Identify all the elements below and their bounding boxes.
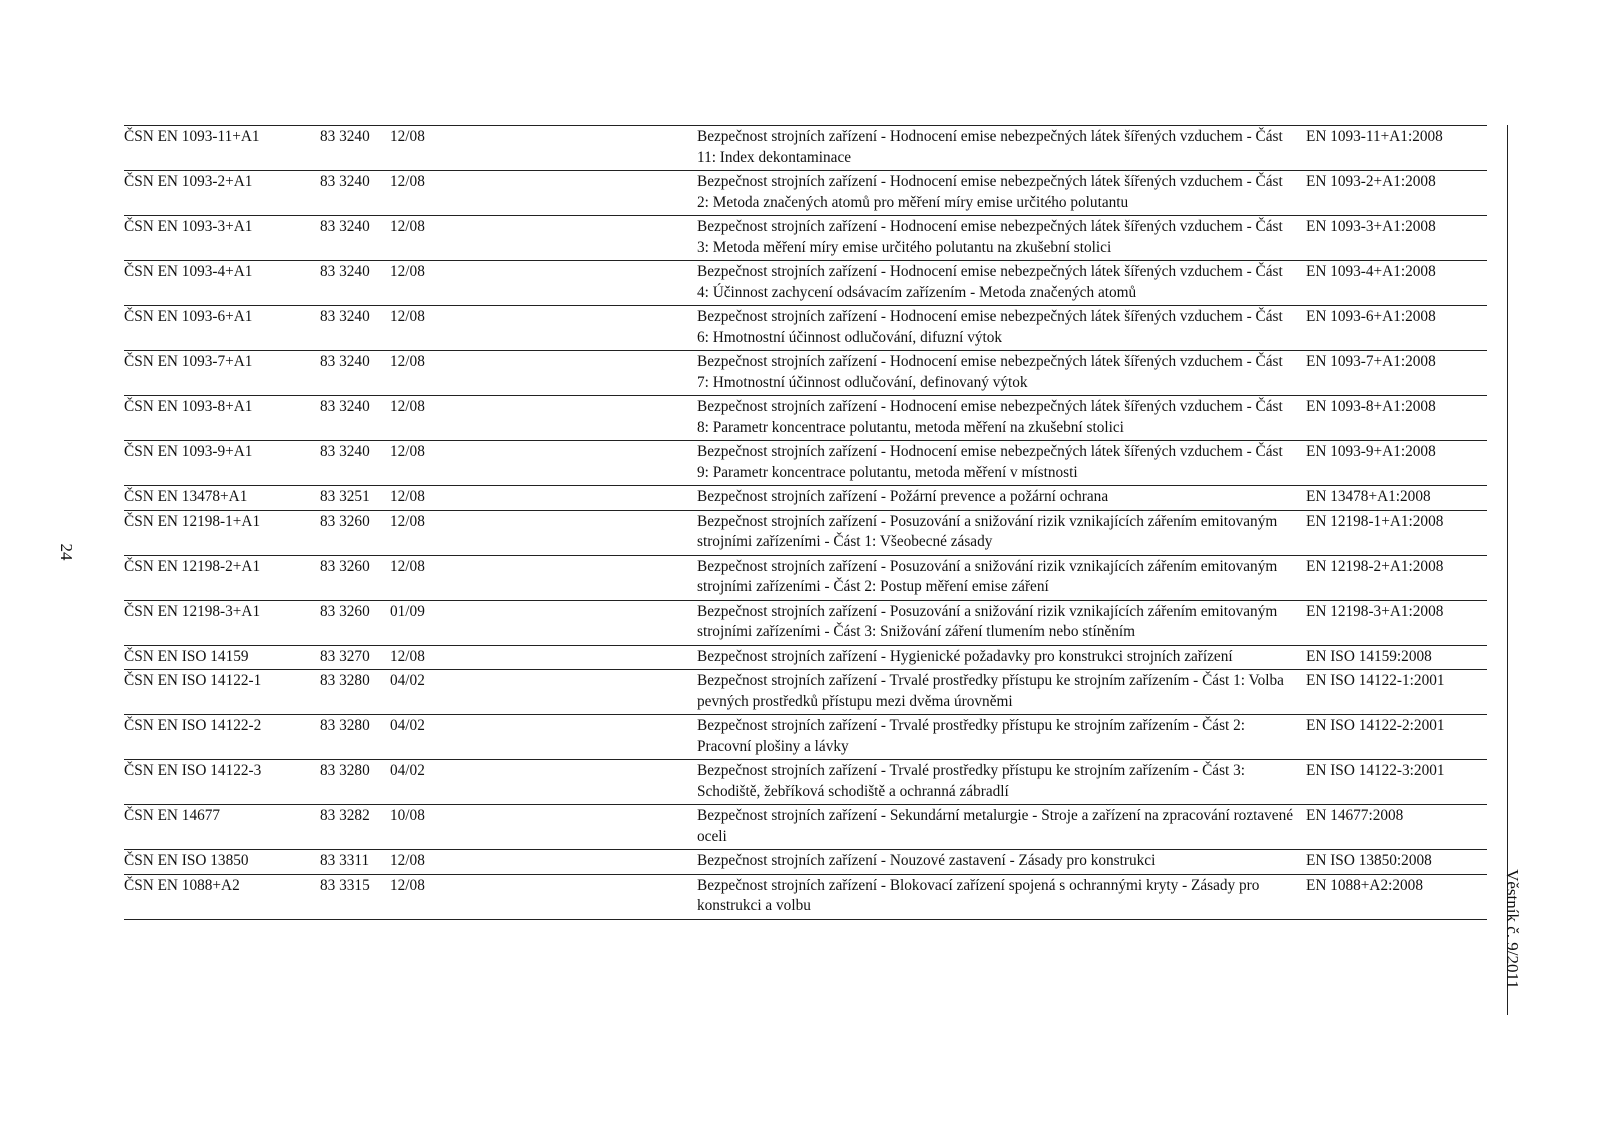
en-reference: EN 14677:2008: [1297, 805, 1487, 850]
en-reference: EN 1093-4+A1:2008: [1297, 261, 1487, 306]
en-reference: EN 1088+A2:2008: [1297, 874, 1487, 919]
en-reference: EN 12198-1+A1:2008: [1297, 510, 1487, 555]
standard-title: Bezpečnost strojních zařízení - Sekundární metalurgie - Stroje a zařízení na zpracování roztavené oceli: [697, 805, 1297, 850]
issue-date: 04/02: [390, 670, 697, 715]
en-reference: EN 1093-2+A1:2008: [1297, 171, 1487, 216]
table-row: [124, 805, 1487, 850]
en-reference: EN 1093-6+A1:2008: [1297, 306, 1487, 351]
en-reference: EN 1093-8+A1:2008: [1297, 396, 1487, 441]
standard-title: Bezpečnost strojních zařízení - Hygienické požadavky pro konstrukci strojních zařízení: [697, 645, 1297, 670]
standard-title: Bezpečnost strojních zařízení - Hodnocení emise nebezpečných látek šířených vzduchem - Část 3: Metoda měření míry emise určitého polutantu na zkušební stolici: [697, 216, 1297, 261]
table-row: [124, 510, 1487, 555]
en-reference: EN 1093-9+A1:2008: [1297, 441, 1487, 486]
standard-code: ČSN EN ISO 14122-2: [124, 715, 320, 760]
issue-date: 12/08: [390, 396, 697, 441]
standards-table-body: [124, 126, 1487, 920]
issue-date: 12/08: [390, 171, 697, 216]
classification-number: 83 3251: [320, 486, 390, 511]
standard-code: ČSN EN 14677: [124, 805, 320, 850]
standard-title: Bezpečnost strojních zařízení - Blokovací zařízení spojená s ochrannými kryty - Zásady pro konstrukci a volbu: [697, 874, 1297, 919]
standard-code: ČSN EN 1093-7+A1: [124, 351, 320, 396]
issue-date: 12/08: [390, 510, 697, 555]
en-reference: EN 12198-2+A1:2008: [1297, 555, 1487, 600]
issue-date: 01/09: [390, 600, 697, 645]
standard-code: ČSN EN 12198-3+A1: [124, 600, 320, 645]
table-row: [124, 715, 1487, 760]
table-row: [124, 216, 1487, 261]
standard-code: ČSN EN 1093-3+A1: [124, 216, 320, 261]
table-row: [124, 396, 1487, 441]
standard-code: ČSN EN ISO 14122-3: [124, 760, 320, 805]
classification-number: 83 3240: [320, 216, 390, 261]
standard-title: Bezpečnost strojních zařízení - Trvalé prostředky přístupu ke strojním zařízením - Část 2: Pracovní plošiny a lávky: [697, 715, 1297, 760]
en-reference: EN ISO 14122-1:2001: [1297, 670, 1487, 715]
issue-date: 04/02: [390, 715, 697, 760]
classification-number: 83 3240: [320, 126, 390, 171]
standard-title: Bezpečnost strojních zařízení - Posuzování a snižování rizik vznikajících zářením emitovaným strojními zařízeními - Část 3: Snižování záření tlumením nebo stíněním: [697, 600, 1297, 645]
standard-code: ČSN EN 1093-11+A1: [124, 126, 320, 171]
standard-title: Bezpečnost strojních zařízení - Hodnocení emise nebezpečných látek šířených vzduchem - Část 8: Parametr koncentrace polutantu, metoda měření na zkušební stolici: [697, 396, 1297, 441]
table-row: [124, 486, 1487, 511]
classification-number: 83 3311: [320, 850, 390, 875]
issue-date: 12/08: [390, 874, 697, 919]
issue-date: 12/08: [390, 850, 697, 875]
classification-number: 83 3282: [320, 805, 390, 850]
issue-date: 10/08: [390, 805, 697, 850]
standard-code: ČSN EN ISO 14159: [124, 645, 320, 670]
standard-code: ČSN EN 1088+A2: [124, 874, 320, 919]
classification-number: 83 3280: [320, 715, 390, 760]
standard-title: Bezpečnost strojních zařízení - Posuzování a snižování rizik vznikajících zářením emitovaným strojními zařízeními - Část 1: Všeobecné zásady: [697, 510, 1297, 555]
classification-number: 83 3240: [320, 441, 390, 486]
standard-code: ČSN EN 12198-2+A1: [124, 555, 320, 600]
table-row: [124, 874, 1487, 919]
standard-code: ČSN EN 1093-2+A1: [124, 171, 320, 216]
en-reference: EN 1093-7+A1:2008: [1297, 351, 1487, 396]
classification-number: 83 3260: [320, 600, 390, 645]
issue-date: 12/08: [390, 261, 697, 306]
issue-date: 12/08: [390, 645, 697, 670]
standard-title: Bezpečnost strojních zařízení - Hodnocení emise nebezpečných látek šířených vzduchem - Část 9: Parametr koncentrace polutantu, metoda měření v místnosti: [697, 441, 1297, 486]
standard-code: ČSN EN 1093-4+A1: [124, 261, 320, 306]
en-reference: EN 1093-11+A1:2008: [1297, 126, 1487, 171]
page-number: 24: [57, 543, 76, 561]
issue-date: 12/08: [390, 441, 697, 486]
en-reference: EN ISO 14159:2008: [1297, 645, 1487, 670]
classification-number: 83 3260: [320, 510, 390, 555]
standard-title: Bezpečnost strojních zařízení - Hodnocení emise nebezpečných látek šířených vzduchem - Část 7: Hmotnostní účinnost odlučování, definovaný výtok: [697, 351, 1297, 396]
standard-title: Bezpečnost strojních zařízení - Trvalé prostředky přístupu ke strojním zařízením - Část 3: Schodiště, žebříková schodiště a ochranná zábradlí: [697, 760, 1297, 805]
classification-number: 83 3260: [320, 555, 390, 600]
classification-number: 83 3280: [320, 760, 390, 805]
classification-number: 83 3240: [320, 171, 390, 216]
classification-number: 83 3240: [320, 396, 390, 441]
issue-date: 12/08: [390, 351, 697, 396]
standard-code: ČSN EN 1093-8+A1: [124, 396, 320, 441]
table-row: [124, 126, 1487, 171]
standard-code: ČSN EN 1093-9+A1: [124, 441, 320, 486]
table-row: [124, 670, 1487, 715]
en-reference: EN ISO 14122-3:2001: [1297, 760, 1487, 805]
table-row: [124, 171, 1487, 216]
table-row: [124, 645, 1487, 670]
table-row: [124, 850, 1487, 875]
table-row: [124, 351, 1487, 396]
standard-code: ČSN EN ISO 13850: [124, 850, 320, 875]
issue-date: 12/08: [390, 126, 697, 171]
issue-date: 12/08: [390, 216, 697, 261]
standard-title: Bezpečnost strojních zařízení - Posuzování a snižování rizik vznikajících zářením emitovaným strojními zařízeními - Část 2: Postup měření emise záření: [697, 555, 1297, 600]
standard-title: Bezpečnost strojních zařízení - Hodnocení emise nebezpečných látek šířených vzduchem - Část 2: Metoda značených atomů pro měření míry emise určitého polutantu: [697, 171, 1297, 216]
standard-title: Bezpečnost strojních zařízení - Požární prevence a požární ochrana: [697, 486, 1297, 511]
classification-number: 83 3315: [320, 874, 390, 919]
standard-code: ČSN EN 1093-6+A1: [124, 306, 320, 351]
standard-code: ČSN EN 13478+A1: [124, 486, 320, 511]
standard-title: Bezpečnost strojních zařízení - Trvalé prostředky přístupu ke strojním zařízením - Část 1: Volba pevných prostředků přístupu mezi dvěma úrovněmi: [697, 670, 1297, 715]
standard-title: Bezpečnost strojních zařízení - Hodnocení emise nebezpečných látek šířených vzduchem - Část 6: Hmotnostní účinnost odlučování, difuzní výtok: [697, 306, 1297, 351]
classification-number: 83 3240: [320, 306, 390, 351]
standard-title: Bezpečnost strojních zařízení - Hodnocení emise nebezpečných látek šířených vzduchem - Část 11: Index dekontaminace: [697, 126, 1297, 171]
issue-date: 12/08: [390, 486, 697, 511]
classification-number: 83 3240: [320, 261, 390, 306]
table-row: [124, 555, 1487, 600]
en-reference: EN 12198-3+A1:2008: [1297, 600, 1487, 645]
en-reference: EN 1093-3+A1:2008: [1297, 216, 1487, 261]
standards-table: [124, 125, 1487, 920]
en-reference: EN ISO 13850:2008: [1297, 850, 1487, 875]
table-row: [124, 261, 1487, 306]
classification-number: 83 3240: [320, 351, 390, 396]
table-row: [124, 600, 1487, 645]
en-reference: EN 13478+A1:2008: [1297, 486, 1487, 511]
en-reference: EN ISO 14122-2:2001: [1297, 715, 1487, 760]
table-row: [124, 441, 1487, 486]
table-row: [124, 306, 1487, 351]
standard-title: Bezpečnost strojních zařízení - Nouzové zastavení - Zásady pro konstrukci: [697, 850, 1297, 875]
standard-title: Bezpečnost strojních zařízení - Hodnocení emise nebezpečných látek šířených vzduchem - Část 4: Účinnost zachycení odsávacím zařízením - Metoda značených atomů: [697, 261, 1297, 306]
issue-date: 04/02: [390, 760, 697, 805]
classification-number: 83 3280: [320, 670, 390, 715]
classification-number: 83 3270: [320, 645, 390, 670]
issue-date: 12/08: [390, 555, 697, 600]
journal-title: Věstník č. 9/2011: [1503, 869, 1522, 989]
issue-date: 12/08: [390, 306, 697, 351]
table-row: [124, 760, 1487, 805]
standard-code: ČSN EN ISO 14122-1: [124, 670, 320, 715]
standard-code: ČSN EN 12198-1+A1: [124, 510, 320, 555]
